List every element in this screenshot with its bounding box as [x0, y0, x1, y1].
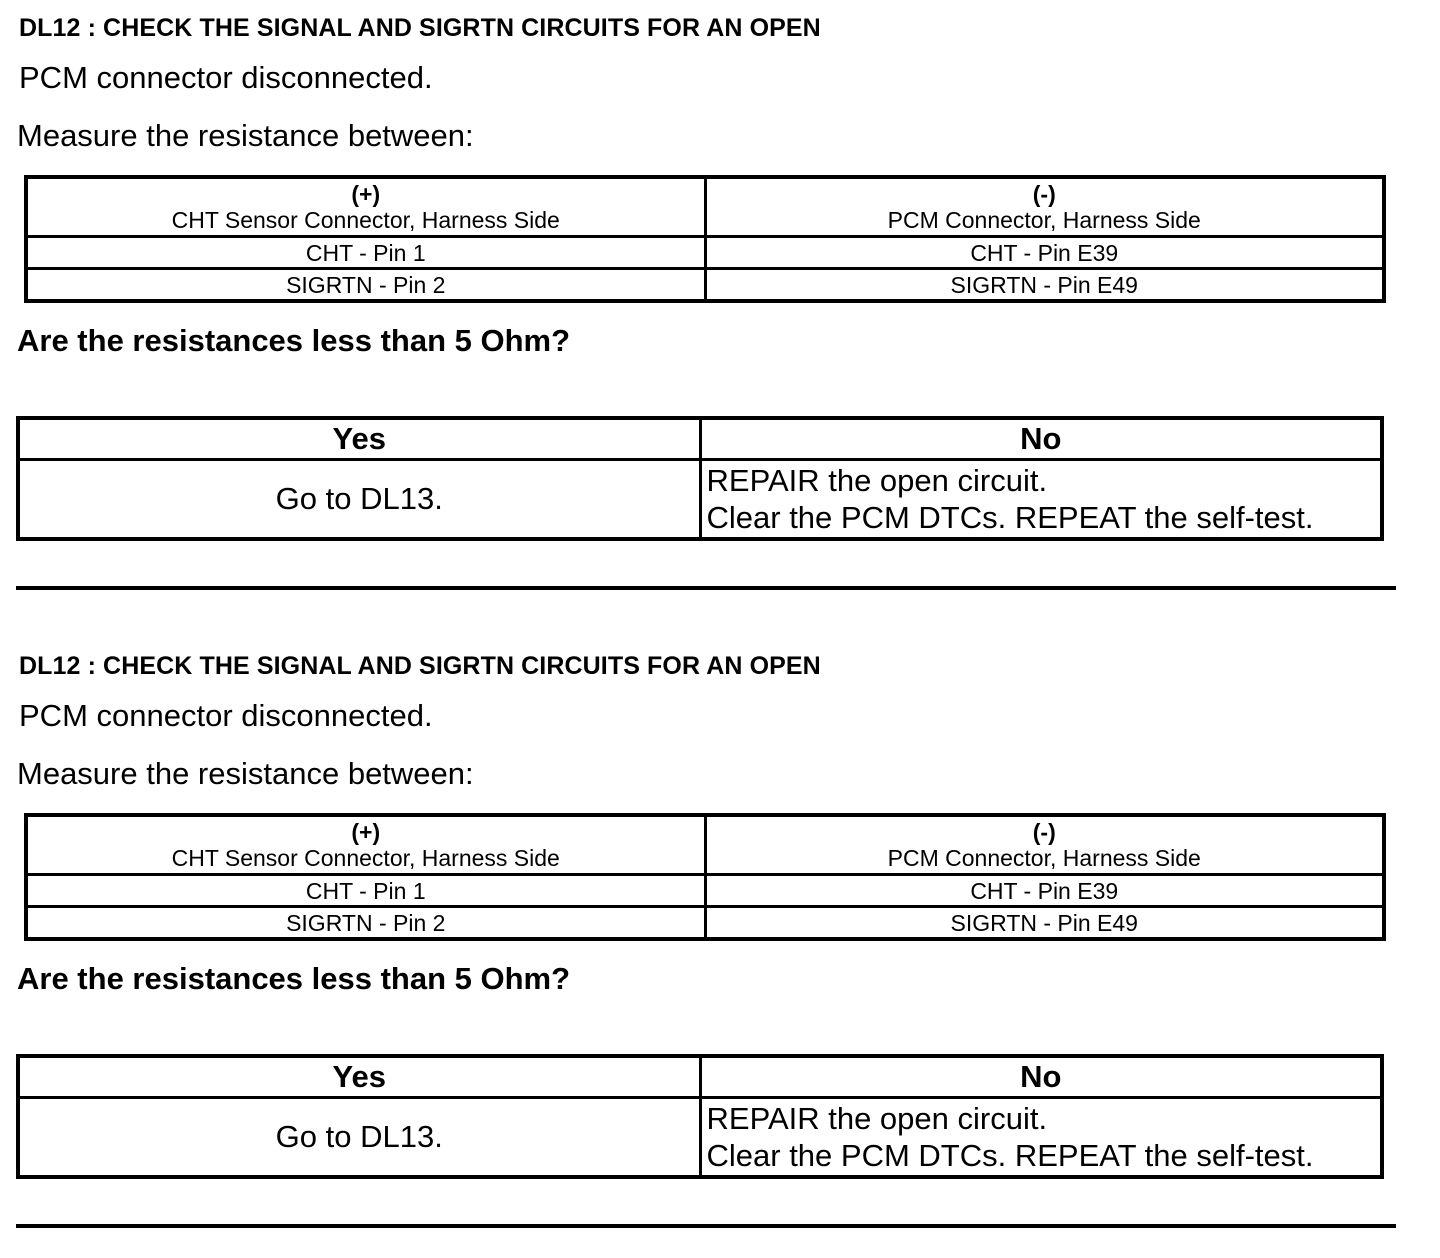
result-header-row — [18, 418, 1382, 460]
positive-probe-header — [26, 815, 705, 875]
section-divider — [16, 586, 1396, 590]
no-header: No — [700, 418, 1382, 460]
positive-probe-label: CHT Sensor Connector, Harness Side — [171, 845, 560, 871]
result-header-row — [18, 1056, 1382, 1098]
step-instruction: Measure the resistance between: — [17, 118, 474, 153]
no-action-line: Clear the PCM DTCs. REPEAT the self-test. — [706, 1138, 1314, 1173]
table-cell: SIGRTN - Pin 2 — [26, 907, 705, 940]
positive-symbol: (+) — [351, 181, 381, 207]
yes-header: Yes — [18, 1056, 700, 1098]
section-divider — [16, 1224, 1396, 1228]
table-cell: CHT - Pin 1 — [26, 237, 705, 269]
result-table — [16, 1054, 1384, 1179]
negative-symbol: (-) — [1032, 181, 1056, 207]
measurement-table — [24, 813, 1386, 941]
no-action-line: Clear the PCM DTCs. REPEAT the self-test. — [706, 500, 1314, 535]
table-cell: CHT - Pin E39 — [705, 875, 1384, 907]
negative-probe-header — [705, 177, 1384, 237]
diagnostic-step-2 — [0, 638, 1440, 1258]
measurement-header-row — [26, 815, 1384, 875]
measurement-header-row — [26, 177, 1384, 237]
yes-action: Go to DL13. — [18, 460, 700, 540]
positive-symbol: (+) — [351, 819, 381, 845]
table-row — [26, 875, 1384, 907]
negative-probe-label: PCM Connector, Harness Side — [887, 207, 1201, 233]
table-cell: CHT - Pin E39 — [705, 237, 1384, 269]
negative-probe-label: PCM Connector, Harness Side — [887, 845, 1201, 871]
step-instruction: Measure the resistance between: — [17, 756, 474, 791]
step-condition: PCM connector disconnected. — [19, 60, 433, 95]
table-cell: SIGRTN - Pin 2 — [26, 269, 705, 302]
no-action-line: REPAIR the open circuit. — [706, 1101, 1048, 1136]
diagnostic-step-1 — [0, 0, 1440, 620]
step-question: Are the resistances less than 5 Ohm? — [17, 961, 571, 996]
result-table — [16, 416, 1384, 541]
result-body-row — [18, 1098, 1382, 1178]
negative-symbol: (-) — [1032, 819, 1056, 845]
step-title: DL12 : CHECK THE SIGNAL AND SIGRTN CIRCUITS FOR AN OPEN — [19, 652, 821, 680]
result-body-row — [18, 460, 1382, 540]
step-condition: PCM connector disconnected. — [19, 698, 433, 733]
table-cell: SIGRTN - Pin E49 — [705, 907, 1384, 940]
positive-probe-header — [26, 177, 705, 237]
table-row — [26, 907, 1384, 940]
yes-header: Yes — [18, 418, 700, 460]
table-cell: SIGRTN - Pin E49 — [705, 269, 1384, 302]
yes-action: Go to DL13. — [18, 1098, 700, 1178]
negative-probe-header — [705, 815, 1384, 875]
measurement-table — [24, 175, 1386, 303]
no-action — [700, 1098, 1382, 1178]
table-cell: CHT - Pin 1 — [26, 875, 705, 907]
step-title: DL12 : CHECK THE SIGNAL AND SIGRTN CIRCUITS FOR AN OPEN — [19, 14, 821, 42]
table-row — [26, 269, 1384, 302]
table-row — [26, 237, 1384, 269]
no-action-line: REPAIR the open circuit. — [706, 463, 1048, 498]
positive-probe-label: CHT Sensor Connector, Harness Side — [171, 207, 560, 233]
step-question: Are the resistances less than 5 Ohm? — [17, 323, 571, 358]
no-action — [700, 460, 1382, 540]
no-header: No — [700, 1056, 1382, 1098]
